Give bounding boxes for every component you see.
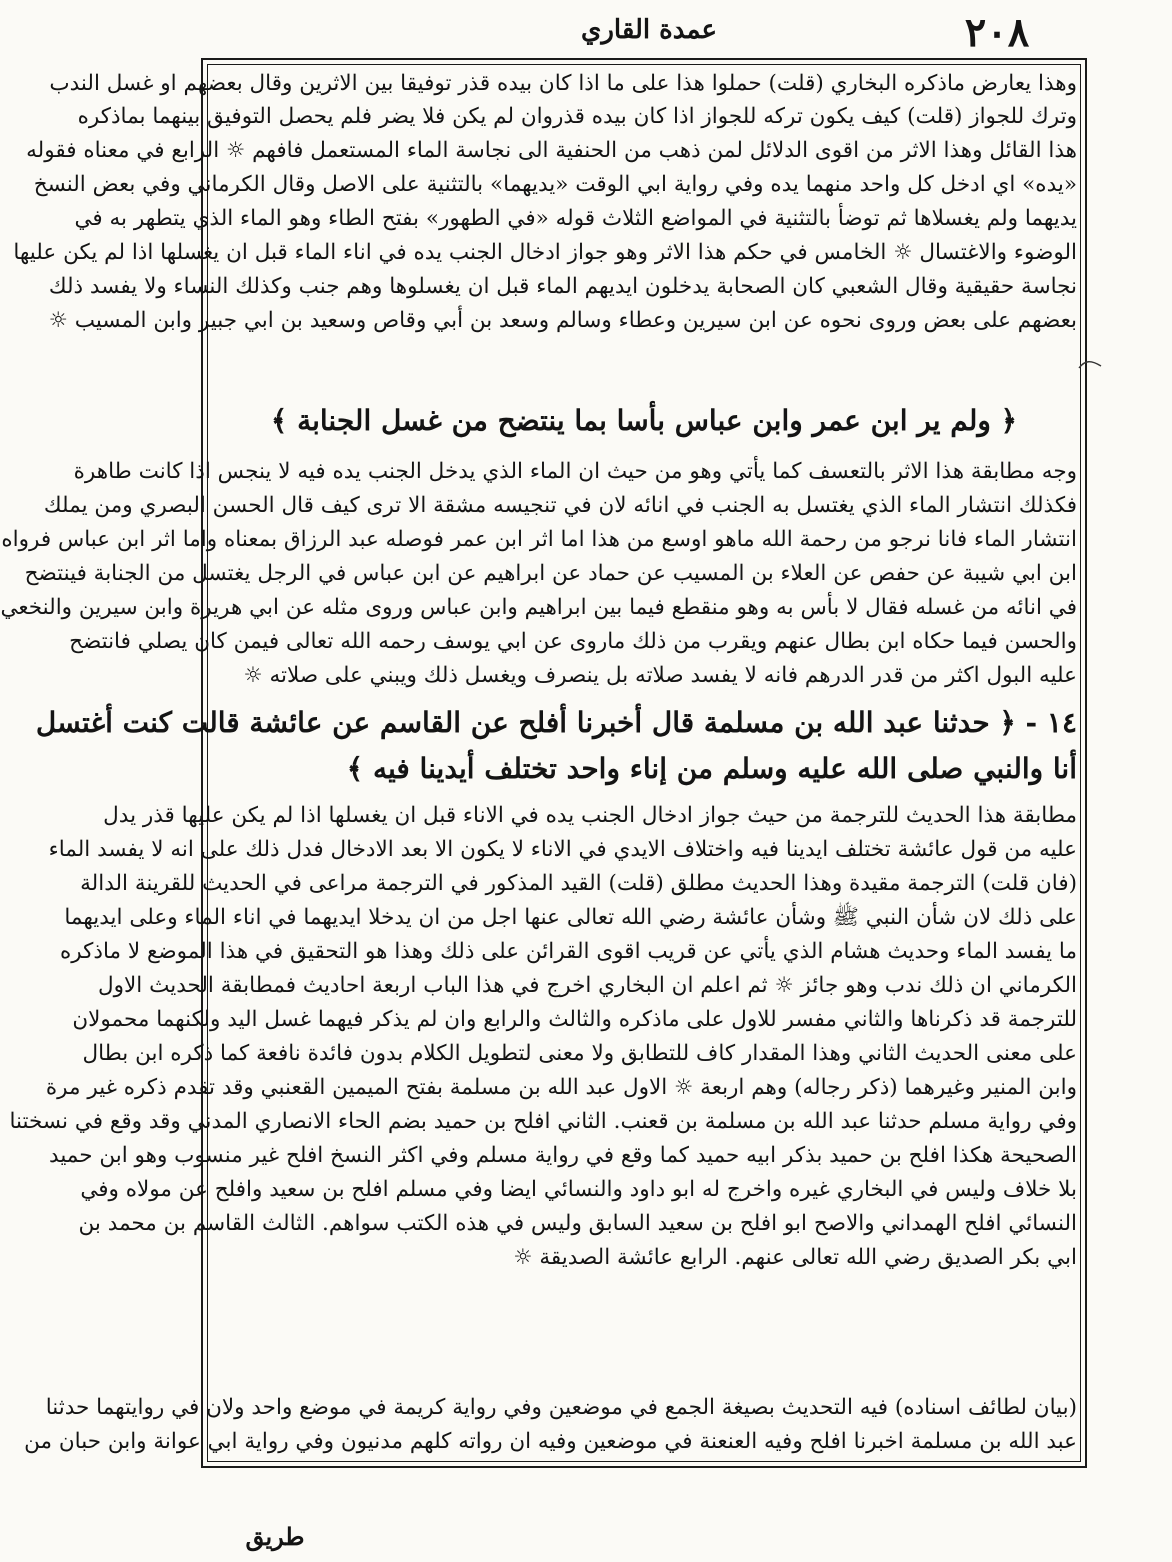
hadith-heading-line: ١٤ - ﴿ حدثنا عبد الله بن مسلمة قال أخبرنا أفلح عن القاسم عن عائشة قالت كنت أغتسل	[35, 706, 1077, 739]
text-line: في انائه من غسله فقال لا بأس به وهو منقطع فيما بين ابراهيم وابن عباس وروى مثله عن ابي هريرة وابن سيرين والنخعي	[0, 595, 1077, 620]
text-line	[211, 340, 1077, 368]
text-line: عليه البول اكثر من قدر الدرهم فانه لا يفسد صلاته بل ينصرف ويغسل ذلك ويبني على صلاته ☼	[243, 663, 1077, 688]
text-line: بلا خلاف وليس في البخاري غيره واخرج له ابو داود والنسائي ايضا وفي مسلم افلح بن سعيد وافلح عن مولاه وفي	[80, 1177, 1077, 1202]
text-line: (بيان لطائف اسناده) فيه التحديث بصيغة الجمع في موضعين وفي رواية كريمة في موضع واحد ولان في روايتهما حدثنا	[45, 1395, 1077, 1420]
text-line: يديهما ولم يغسلاها ثم توضأ بالتثنية في المواضع الثلاث قوله «في الطهور» بفتح الطاء وهو الماء الذي يتطهر به في	[74, 206, 1077, 231]
text-line: للترجمة قد ذكرناها والثاني مفسر للاول على ماذكره والثالث والرابع وان لم يذكر فيهما غسل اليد ولكنهما محمولان	[72, 1007, 1077, 1032]
text-line: ما يفسد الماء وحديث هشام الذي يأتي عن قريب اقوى القرائن على ذلك وهذا هو التحقيق في هذا الموضع لا ماذكره	[60, 939, 1077, 964]
page-title: عمدة القاري	[581, 15, 717, 45]
text-line: انتشار الماء فانا نرجو من رحمة الله ماهو اوسع من هذا اما اثر ابن عمر فوصله عبد الرزاق بمعناه واما اثر ابن عباس فرواه	[1, 527, 1077, 552]
text-line: وهذا يعارض ماذكره البخاري (قلت) حملوا هذا على ما اذا كان بيده قذر توفيقا بين الاثرين وقال بعضهم او غسل الندب	[49, 71, 1077, 96]
hadith-heading-line: أنا والنبي صلى الله عليه وسلم من إناء واحد تختلف أيدينا فيه ﴾	[346, 752, 1077, 785]
text-line: بعضهم على بعض وروى نحوه عن ابن سيرين وعطاء وسالم وسعد بن أبي وقاص وسعيد بن ابي جبير وابن المسيب ☼	[48, 308, 1077, 333]
text-line: مطابقة هذا الحديث للترجمة من حيث جواز ادخال الجنب يده في الاناء قبل ان يغسلها اذا لم يكن عليها قذر يدل	[103, 803, 1077, 828]
text-line: والحسن فيما حكاه ابن بطال عنهم ويقرب من ذلك ماروى عن ابي يوسف رحمه الله تعالى فيمن كان يصلي فانتضح	[69, 629, 1077, 654]
text-line: عبد الله بن مسلمة اخبرنا افلح وفيه العنعنة في موضعين وفيه ان رواته كلهم مدنيون وفي رواية ابي عوانة وابن حبان من	[24, 1429, 1077, 1454]
text-line: وفي رواية مسلم حدثنا عبد الله بن مسلمة بن قعنب. الثاني افلح بن حميد بضم الحاء الانصاري المدني وقد وقع في نسختنا	[9, 1109, 1077, 1134]
athar-heading: ﴿ ولم ير ابن عمر وابن عباس بأسا بما ينتضح من غسل الجنابة ﴾	[270, 404, 1018, 437]
text-line: الصحيحة هكذا افلح بن حميد بذكر ابيه حميد كما وقع في رواية مسلم وفي اكثر النسخ افلح غير منسوب وهو ابن حميد	[49, 1143, 1077, 1168]
text-line: الوضوء والاغتسال ☼ الخامس في حكم هذا الاثر وهو جواز ادخال الجنب يده في اناء الماء قبل ان يغسلها اذا لم يكن عليها	[13, 240, 1077, 265]
text-line: نجاسة حقيقية وقال الشعبي كان الصحابة يدخلون ايديهم الماء قبل ان يغسلوها وهم جنب وكذلك النساء ولا يفسد ذلك	[48, 274, 1077, 299]
text-line: «يده» اي ادخل كل واحد منهما يده وفي رواية ابي الوقت «يديهما» بالتثنية على الاصل وقال الكرماني وفي بعض النسخ	[33, 172, 1077, 197]
text-line: وترك للجواز (قلت) كيف يكون تركه للجواز اذا كان بيده قذروان لم يكن فلا يضر فلم يحصل التوفيق بينهما بماذكره	[77, 104, 1077, 129]
text-line: هذا القائل وهذا الاثر من اقوى الدلائل لمن ذهب من الحنفية الى نجاسة الماء المستعمل فافهم ☼ الرابع في معناه فقوله	[26, 138, 1077, 163]
text-line: عليه من قول عائشة تختلف ايدينا فيه واختلاف الايدي في الاناء لا يكون الا بعد الادخال فدل ذلك على انه لا يفسد الماء	[48, 837, 1077, 862]
text-line: فكذلك انتشار الماء الذي يغتسل به الجنب في انائه لان في تنجيسه مشقة الا ترى كيف قال الحسن البصري ومن يملك	[43, 493, 1077, 518]
text-line: النسائي افلح الهمداني والاصح ابو افلح بن سعيد السابق وليس في هذه الكتب سواهم. الثالث القاسم بن محمد بن	[78, 1211, 1077, 1236]
text-line: على معنى الحديث الثاني وهذا المقدار كاف للتطابق ولا معنى لتطويل الكلام بدون فائدة نافعة كما ذكره ابن بطال	[82, 1041, 1077, 1066]
text-line: على ذلك لان شأن النبي ﷺ وشأن عائشة رضي الله تعالى عنها اجل من ان يدخلا ايديهما في اناء الماء وعلى ايديهما	[64, 905, 1077, 930]
text-line: ابي بكر الصديق رضي الله تعالى عنهم. الرابع عائشة الصديقة ☼	[513, 1245, 1077, 1270]
page-number: ٢٠٨	[964, 9, 1030, 56]
footer-catchword: طريق	[245, 1522, 305, 1551]
text-line: الكرماني ان ذلك ندب وهو جائز ☼ ثم اعلم ان البخاري اخرج في هذا الباب اربعة احاديث فمطابقة الحديث الاول	[98, 973, 1077, 998]
margin-mark-icon	[1077, 358, 1103, 372]
text-line: ابن ابي شيبة عن حفص عن العلاء بن المسيب عن حماد عن ابراهيم عن ابن عباس في الرجل يغتسل من الجنابة فينتضح	[24, 561, 1077, 586]
text-line: (فان قلت) الترجمة مقيدة وهذا الحديث مطلق (قلت) القيد المذكور في الترجمة مراعى في الحديث للقرينة الدالة	[80, 871, 1077, 896]
text-line: وابن المنير وغيرهما (ذكر رجاله) وهم اربعة ☼ الاول عبد الله بن مسلمة بفتح الميمين القعنبي وقد تقدم ذكره غير مرة	[45, 1075, 1077, 1100]
text-line: وجه مطابقة هذا الاثر بالتعسف كما يأتي وهو من حيث ان الماء الذي يدخل الجنب يده فيه لا ينجس اذا كانت طاهرة	[73, 459, 1077, 484]
